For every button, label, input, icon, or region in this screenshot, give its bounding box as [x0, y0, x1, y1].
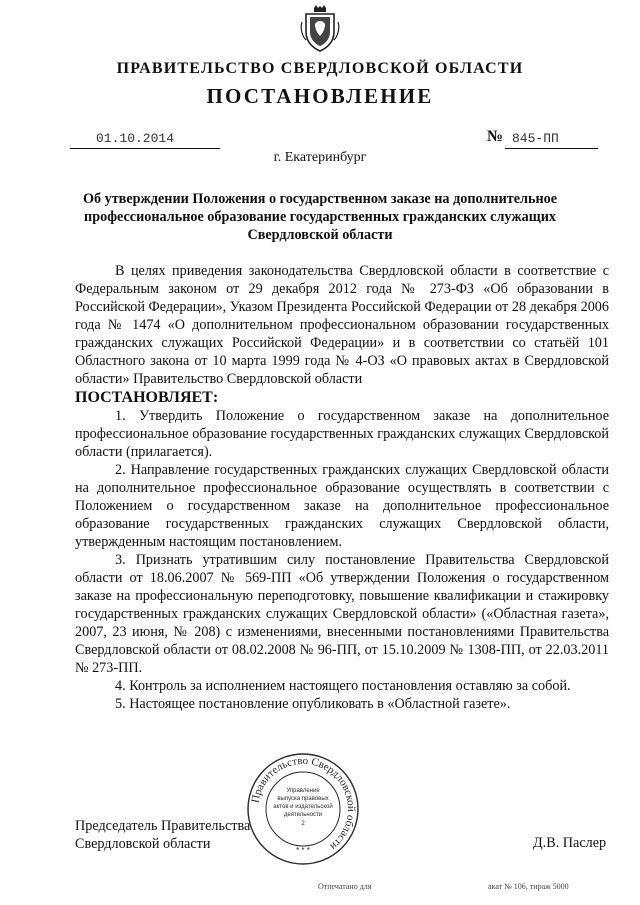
official-seal-stamp	[246, 752, 360, 866]
seal-ring-text: Правительство Свердловской области	[249, 754, 358, 853]
preamble: В целях приведения законодательства Свердловской области в соответствие с Федеральным законом от 29 декабря 2012 года № 273-ФЗ «Об образовании в Российской Федерации», Указом Президента Российской Федерации от 28 декабря 2006 года № 1474 «О дополнительном профессиональном образовании государственных гражданских служащих Российской Федерации» и в соответствии со статьёй 101 Областного закона от 10 марта 1999 года № 4-ОЗ «О правовых актах в Свердловской области» Правительство Свердловской области	[75, 263, 609, 387]
seal-center-line: выпуска правовых	[277, 796, 329, 802]
document-number: 845-ПП	[512, 131, 559, 146]
number-sign: №	[487, 128, 504, 145]
resolve-heading: ПОСТАНОВЛЯЕТ:	[75, 389, 219, 406]
list-item: 1. Утвердить Положение о государственном заказе на дополнительное профессиональное образование государственных гражданских служащих Свердловской области (прилагается).	[75, 408, 609, 460]
seal-stars: * * *	[296, 846, 310, 855]
signer-role-line: Свердловской области	[75, 836, 211, 852]
list-item: 2. Направление государственных гражданских служащих Свердловской области на дополнительное профессиональное образование осуществлять в соответствии с Положением о государственном заказе на дополнительное профессиональное образование государственных гражданских служащих Свердловской области, утвержденным настоящим постановлением.	[75, 462, 609, 550]
title-line: профессиональное образование государственных гражданских служащих	[84, 209, 556, 225]
list-item: 4. Контроль за исполнением настоящего постановления оставляю за собой.	[115, 678, 571, 694]
seal-center-line: актов и издательской	[273, 804, 333, 810]
print-run-note: акат № 106, тираж 5000	[488, 882, 569, 891]
document-type: ПОСТАНОВЛЕНИЕ	[206, 84, 434, 108]
signer-role	[75, 817, 250, 853]
seal-center-line: деятельности	[283, 812, 323, 818]
list-item: 5. Настоящее постановление опубликовать в «Областной газете».	[115, 696, 511, 712]
seal-center-line: Управление	[286, 788, 320, 794]
document-title	[80, 190, 560, 244]
organization-name: ПРАВИТЕЛЬСТВО СВЕРДЛОВСКОЙ ОБЛАСТИ	[116, 60, 524, 77]
document-body	[75, 262, 609, 713]
coat-of-arms-icon	[300, 4, 340, 52]
signer-name: Д.В. Паслер	[533, 835, 607, 851]
list-item: 3. Признать утратившим силу постановление Правительства Свердловской области от 18.06.2007 № 569-ПП «Об утверждении Положения о государственном заказе на профессиональную переподготовку, повышение квалификации и стажировку государственных гражданских служащих Свердловской области» («Областная газета», 2007, 23 июня, № 208) с изменениями, внесенными постановлениями Правительства Свердловской области от 08.02.2008 № 96-ПП, от 15.10.2009 № 1308-ПП, от 22.03.2011 № 273-ПП.	[75, 552, 609, 676]
print-note: Отпечатано для	[318, 882, 372, 891]
title-line: Об утверждении Положения о государственном заказе на дополнительное	[82, 191, 558, 207]
signer-role-line: Председатель Правительства	[75, 818, 251, 834]
title-line: Свердловской области	[247, 227, 393, 243]
city: г. Екатеринбург	[273, 150, 367, 165]
document-date: 01.10.2014	[96, 131, 175, 146]
seal-center-line: 2	[301, 821, 305, 827]
